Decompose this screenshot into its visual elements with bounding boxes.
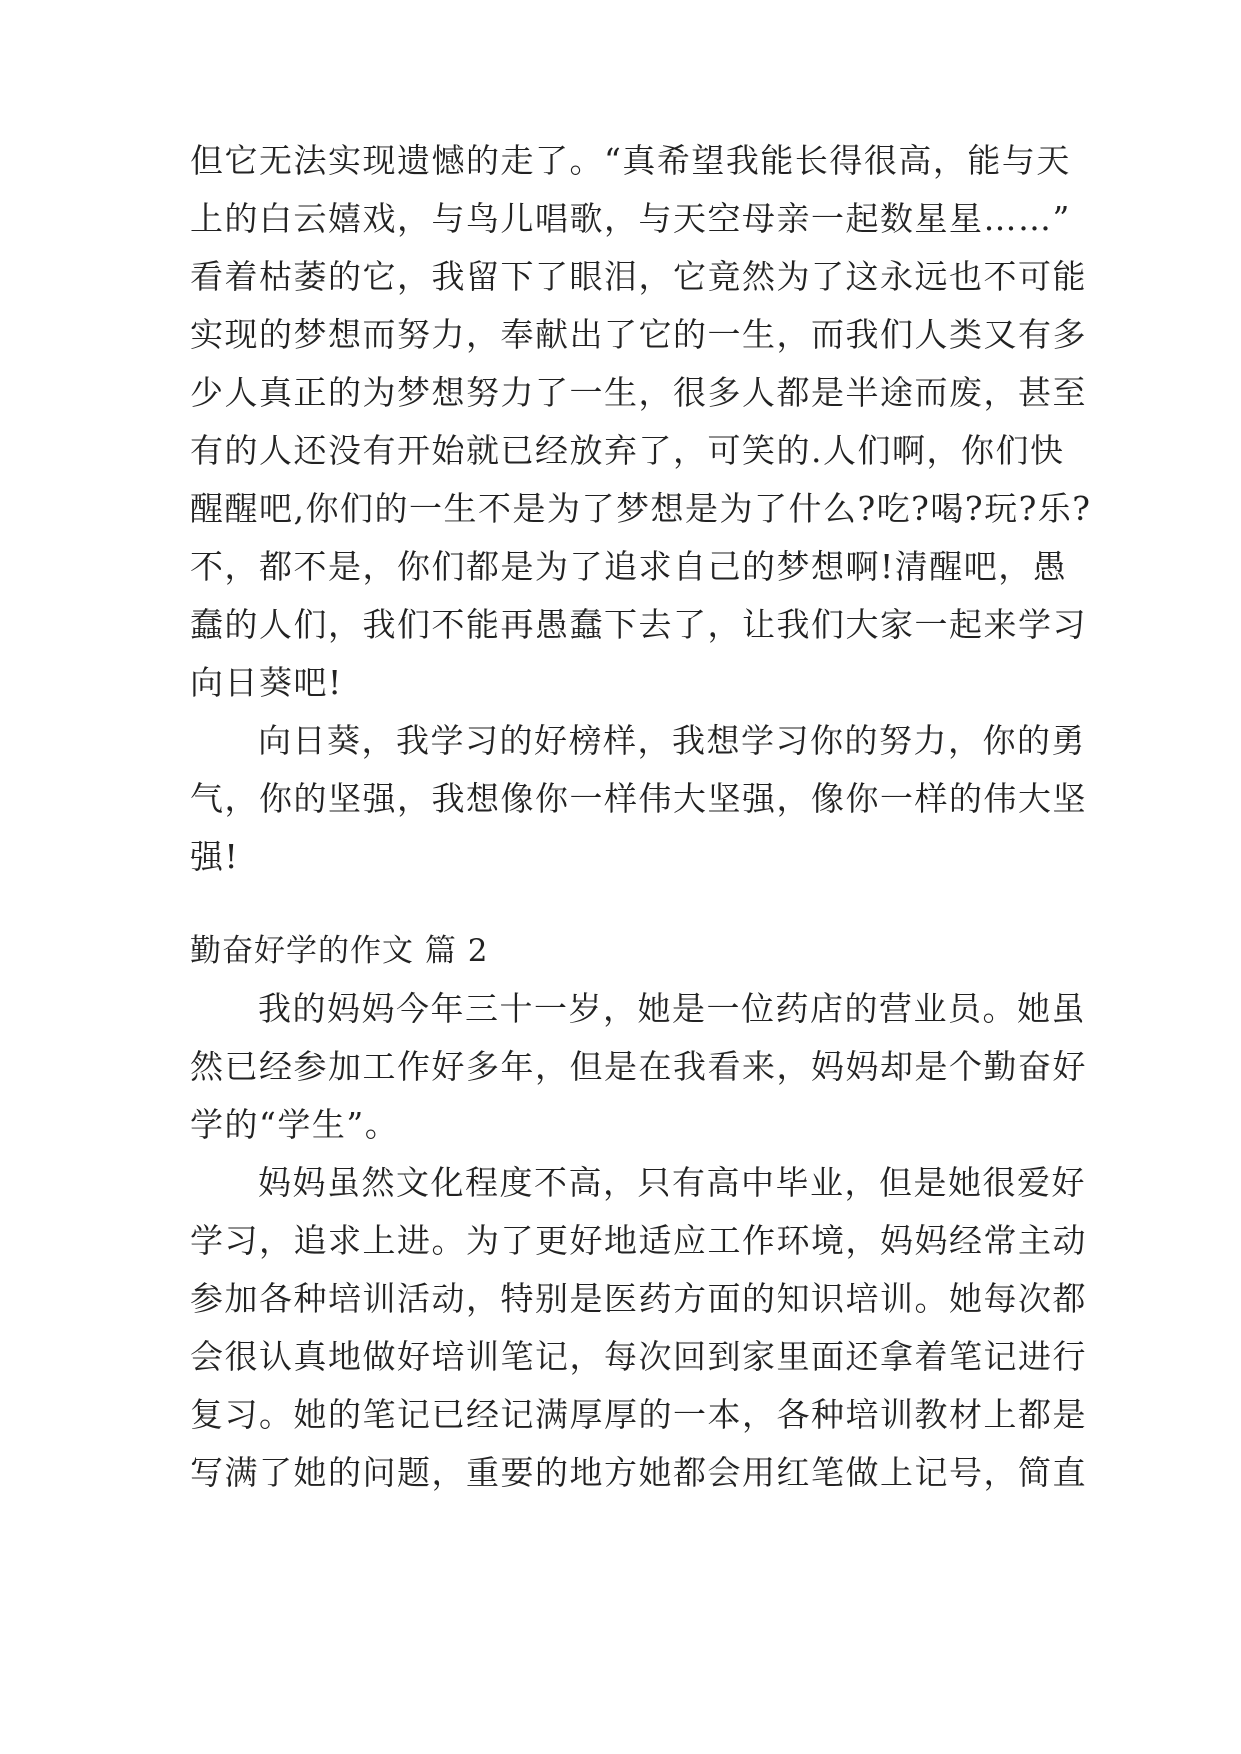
text-line: 参加各种培训活动，特别是医药方面的知识培训。她每次都 xyxy=(190,1279,1087,1318)
text-line: 向日葵吧! xyxy=(190,663,343,702)
text-line: 向日葵，我学习的好榜样，我想学习你的努力，你的勇 xyxy=(258,721,1086,760)
text-line: 会很认真地做好培训笔记，每次回到家里面还拿着笔记进行 xyxy=(190,1337,1087,1376)
text-line: 有的人还没有开始就已经放弃了，可笑的.人们啊，你们快 xyxy=(190,431,1065,470)
paragraph-sunflower-dream xyxy=(190,132,1092,712)
document-page xyxy=(190,132,1092,1502)
text-line: 蠢的人们，我们不能再愚蠢下去了，让我们大家一起来学习 xyxy=(190,605,1087,644)
text-line: 实现的梦想而努力，奉献出了它的一生，而我们人类又有多 xyxy=(190,315,1087,354)
text-line: 不，都不是，你们都是为了追求自己的梦想啊!清醒吧，愚 xyxy=(190,547,1068,586)
text-line: 少人真正的为梦想努力了一生，很多人都是半途而废，甚至 xyxy=(190,373,1087,412)
text-line: 但它无法实现遗憾的走了。“真希望我能长得很高，能与天 xyxy=(190,141,1071,180)
text-line: 然已经参加工作好多年，但是在我看来，妈妈却是个勤奋好 xyxy=(190,1047,1087,1086)
text-line: 强! xyxy=(190,837,240,876)
paragraph-mother-study xyxy=(190,1154,1087,1502)
text-line: 写满了她的问题，重要的地方她都会用红笔做上记号，简直 xyxy=(190,1453,1087,1492)
text-line: 妈妈虽然文化程度不高，只有高中毕业，但是她很爱好 xyxy=(258,1163,1086,1202)
paragraph-sunflower-role-model xyxy=(190,712,1087,886)
text-line: 气，你的坚强，我想像你一样伟大坚强，像你一样的伟大坚 xyxy=(190,779,1087,818)
text-line: 看着枯萎的它，我留下了眼泪，它竟然为了这永远也不可能 xyxy=(190,257,1087,296)
text-line: 学的“学生”。 xyxy=(190,1105,400,1144)
text-line: 复习。她的笔记已经记满厚厚的一本，各种培训教材上都是 xyxy=(190,1395,1087,1434)
paragraph-mother-intro xyxy=(190,980,1087,1154)
text-line: 醒醒吧,你们的一生不是为了梦想是为了什么?吃?喝?玩?乐? xyxy=(190,489,1092,528)
section-spacer xyxy=(190,886,1070,922)
text-line: 我的妈妈今年三十一岁，她是一位药店的营业员。她虽 xyxy=(258,989,1086,1028)
essay-heading: 勤奋好学的作文 篇 2 xyxy=(190,933,489,969)
text-line: 学习，追求上进。为了更好地适应工作环境，妈妈经常主动 xyxy=(190,1221,1087,1260)
text-line: 上的白云嬉戏，与鸟儿唱歌，与天空母亲一起数星星……” xyxy=(190,199,1071,238)
